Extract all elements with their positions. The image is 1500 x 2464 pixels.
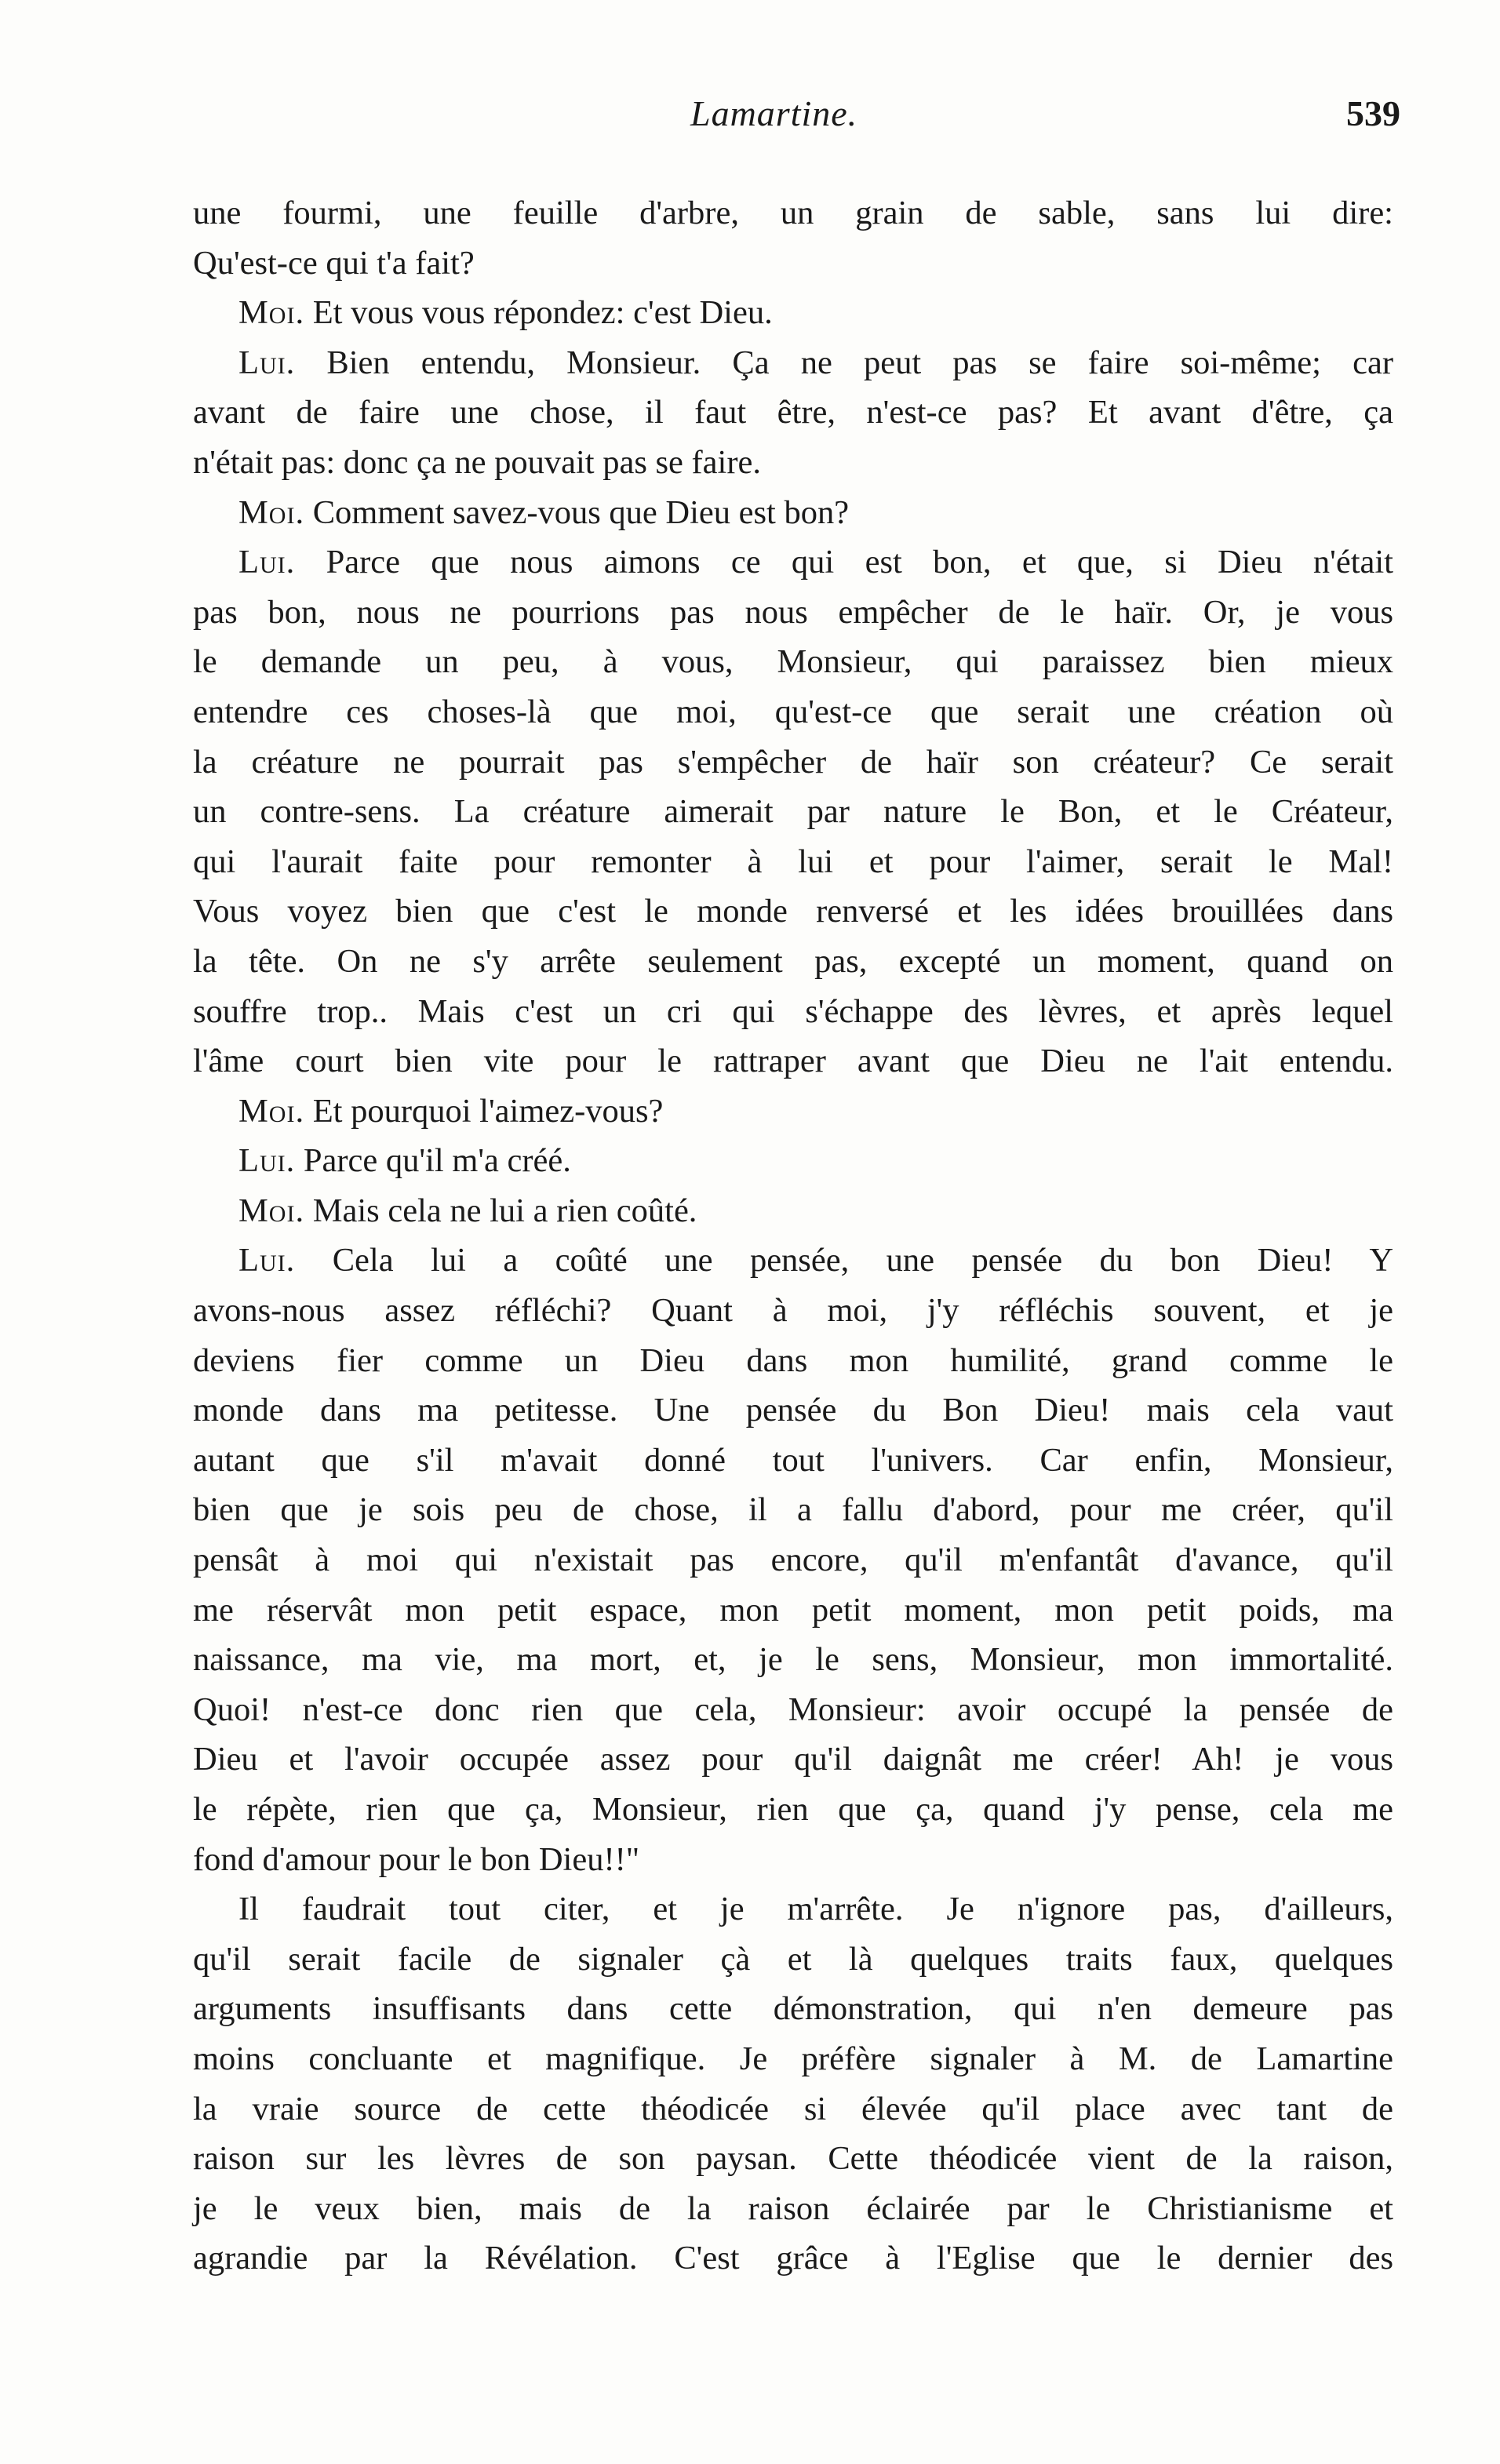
speaker-label: Moi. [238,493,305,531]
line-text: bien que je sois peu de chose, il a fallu d'abord, pour me créer, qu'il [193,1491,1393,1529]
text-line [193,1535,1393,1585]
line-text: Mais cela ne lui a rien coûté. [312,1192,697,1229]
dialogue-line [193,1186,1393,1236]
text-line [193,1685,1393,1735]
line-text: la tête. On ne s'y arrête seulement pas, excepté un moment, quand on [193,942,1393,980]
line-text: entendre ces choses-là que moi, qu'est-ce que serait une création où [193,693,1393,730]
text-line [193,1385,1393,1436]
line-text: pensât à moi qui n'existait pas encore, qu'il m'enfantât d'avance, qu'il [193,1541,1393,1579]
text-line [193,1036,1393,1086]
text-line [193,388,1393,438]
text-line [193,937,1393,987]
line-text: Et pourquoi l'aimez-vous? [312,1092,664,1130]
running-title: Lamartine. [690,93,858,133]
text-line [193,1984,1393,2034]
text-line [193,1934,1393,1985]
text-line [193,1585,1393,1636]
page-number: 539 [1346,93,1400,133]
text-line [193,588,1393,638]
text-line [193,1485,1393,1535]
text-line [193,1436,1393,1486]
speaker-label: Moi. [238,1092,305,1130]
line-text: Vous voyez bien que c'est le monde renversé et les idées brouillées dans [193,893,1393,930]
text-line [193,1884,1393,1934]
line-text: arguments insuffisants dans cette démonstration, qui n'en demeure pas [193,1990,1393,2028]
text-line [193,1734,1393,1785]
line-text: me réservât mon petit espace, mon petit moment, mon petit poids, ma [193,1591,1393,1629]
line-text: Et vous vous répondez: c'est Dieu. [312,294,773,332]
line-text: Quoi! n'est-ce donc rien que cela, Monsieur: avoir occupé la pensée de [193,1691,1393,1728]
line-text: je le veux bien, mais de la raison éclairée par le Christianisme et [193,2189,1393,2227]
line-text: le répète, rien que ça, Monsieur, rien que ça, quand j'y pense, cela me [193,1791,1393,1828]
line-text: un contre-sens. La créature aimerait par nature le Bon, et le Créateur, [193,793,1393,831]
speaker-label: Moi. [238,294,305,332]
text-line [193,1835,1393,1885]
line-text: deviens fier comme un Dieu dans mon humilité, grand comme le [193,1341,1393,1379]
body-text [193,188,1393,2284]
line-text: n'était pas: donc ça ne pouvait pas se faire. [193,443,761,481]
line-text: monde dans ma petitesse. Une pensée du Bon Dieu! mais cela vaut [193,1392,1393,1429]
line-text: l'âme court bien vite pour le rattraper avant que Dieu ne l'ait entendu. [193,1043,1393,1080]
text-line [193,1336,1393,1386]
line-text: moins concluante et magnifique. Je préfère signaler à M. de Lamartine [193,2040,1393,2077]
dialogue-line [193,488,1393,538]
line-text: autant que s'il m'avait donné tout l'univers. Car enfin, Monsieur, [193,1441,1393,1479]
speaker-label: Lui. [238,344,296,381]
text-line [193,637,1393,687]
line-text: qu'il serait facile de signaler çà et là quelques traits faux, quelques [193,1940,1393,1978]
line-text: souffre trop.. Mais c'est un cri qui s'échappe des lèvres, et après lequel [193,992,1393,1030]
text-line [193,2233,1393,2284]
text-line [193,2034,1393,2084]
text-line [193,687,1393,737]
line-text: Comment savez-vous que Dieu est bon? [312,493,850,531]
line-text: Bien entendu, Monsieur. Ça ne peut pas se faire soi-même; car [326,344,1393,381]
dialogue-line [193,338,1393,388]
text-line [193,1635,1393,1685]
line-text: fond d'amour pour le bon Dieu!!" [193,1840,640,1878]
line-text: Il faudrait tout citer, et je m'arrête. Je n'ignore pas, d'ailleurs, [238,1891,1393,1928]
line-text: Dieu et l'avoir occupée assez pour qu'il daignât me créer! Ah! je vous [193,1741,1393,1778]
text-line [193,2084,1393,2135]
line-text: qui l'aurait faite pour remonter à lui et pour l'aimer, serait le Mal! [193,843,1393,880]
text-line [193,787,1393,837]
line-text: naissance, ma vie, ma mort, et, je le sens, Monsieur, mon immortalité. [193,1641,1393,1679]
speaker-label: Lui. [238,1242,296,1279]
dialogue-line [193,288,1393,338]
text-line [193,438,1393,488]
line-text: le demande un peu, à vous, Monsieur, qui paraissez bien mieux [193,643,1393,681]
line-text: la créature ne pourrait pas s'empêcher de haïr son créateur? Ce serait [193,743,1393,781]
line-text: pas bon, nous ne pourrions pas nous empêcher de le haïr. Or, je vous [193,593,1393,631]
speaker-label: Lui. [238,544,296,581]
speaker-label: Moi. [238,1192,305,1229]
text-line [193,886,1393,937]
line-text: Cela lui a coûté une pensée, une pensée du bon Dieu! Y [332,1242,1394,1279]
dialogue-line [193,537,1393,588]
line-text: Qu'est-ce qui t'a fait? [193,244,475,282]
speaker-label: Lui. [238,1142,296,1180]
text-line [193,837,1393,887]
text-line [193,2134,1393,2184]
page-header [188,93,1400,140]
text-line [193,987,1393,1037]
line-text: agrandie par la Révélation. C'est grâce à l'Eglise que le dernier des [193,2240,1393,2277]
text-line [193,2184,1393,2234]
text-line [193,1785,1393,1835]
text-line [193,737,1393,788]
line-text: Parce que nous aimons ce qui est bon, et que, si Dieu n'était [326,544,1393,581]
dialogue-line [193,1236,1393,1286]
line-text: avons-nous assez réfléchi? Quant à moi, j'y réfléchis souvent, et je [193,1292,1393,1330]
line-text: raison sur les lèvres de son paysan. Cette théodicée vient de la raison, [193,2140,1393,2178]
line-text: avant de faire une chose, il faut être, n'est-ce pas? Et avant d'être, ça [193,394,1393,431]
dialogue-line [193,1136,1393,1186]
text-line [193,238,1393,289]
line-text: Parce qu'il m'a créé. [303,1142,571,1180]
line-text: une fourmi, une feuille d'arbre, un grain de sable, sans lui dire: [193,195,1393,231]
text-line [193,1286,1393,1336]
dialogue-line [193,1086,1393,1137]
line-text: la vraie source de cette théodicée si élevée qu'il place avec tant de [193,2090,1393,2127]
text-line [193,188,1393,238]
